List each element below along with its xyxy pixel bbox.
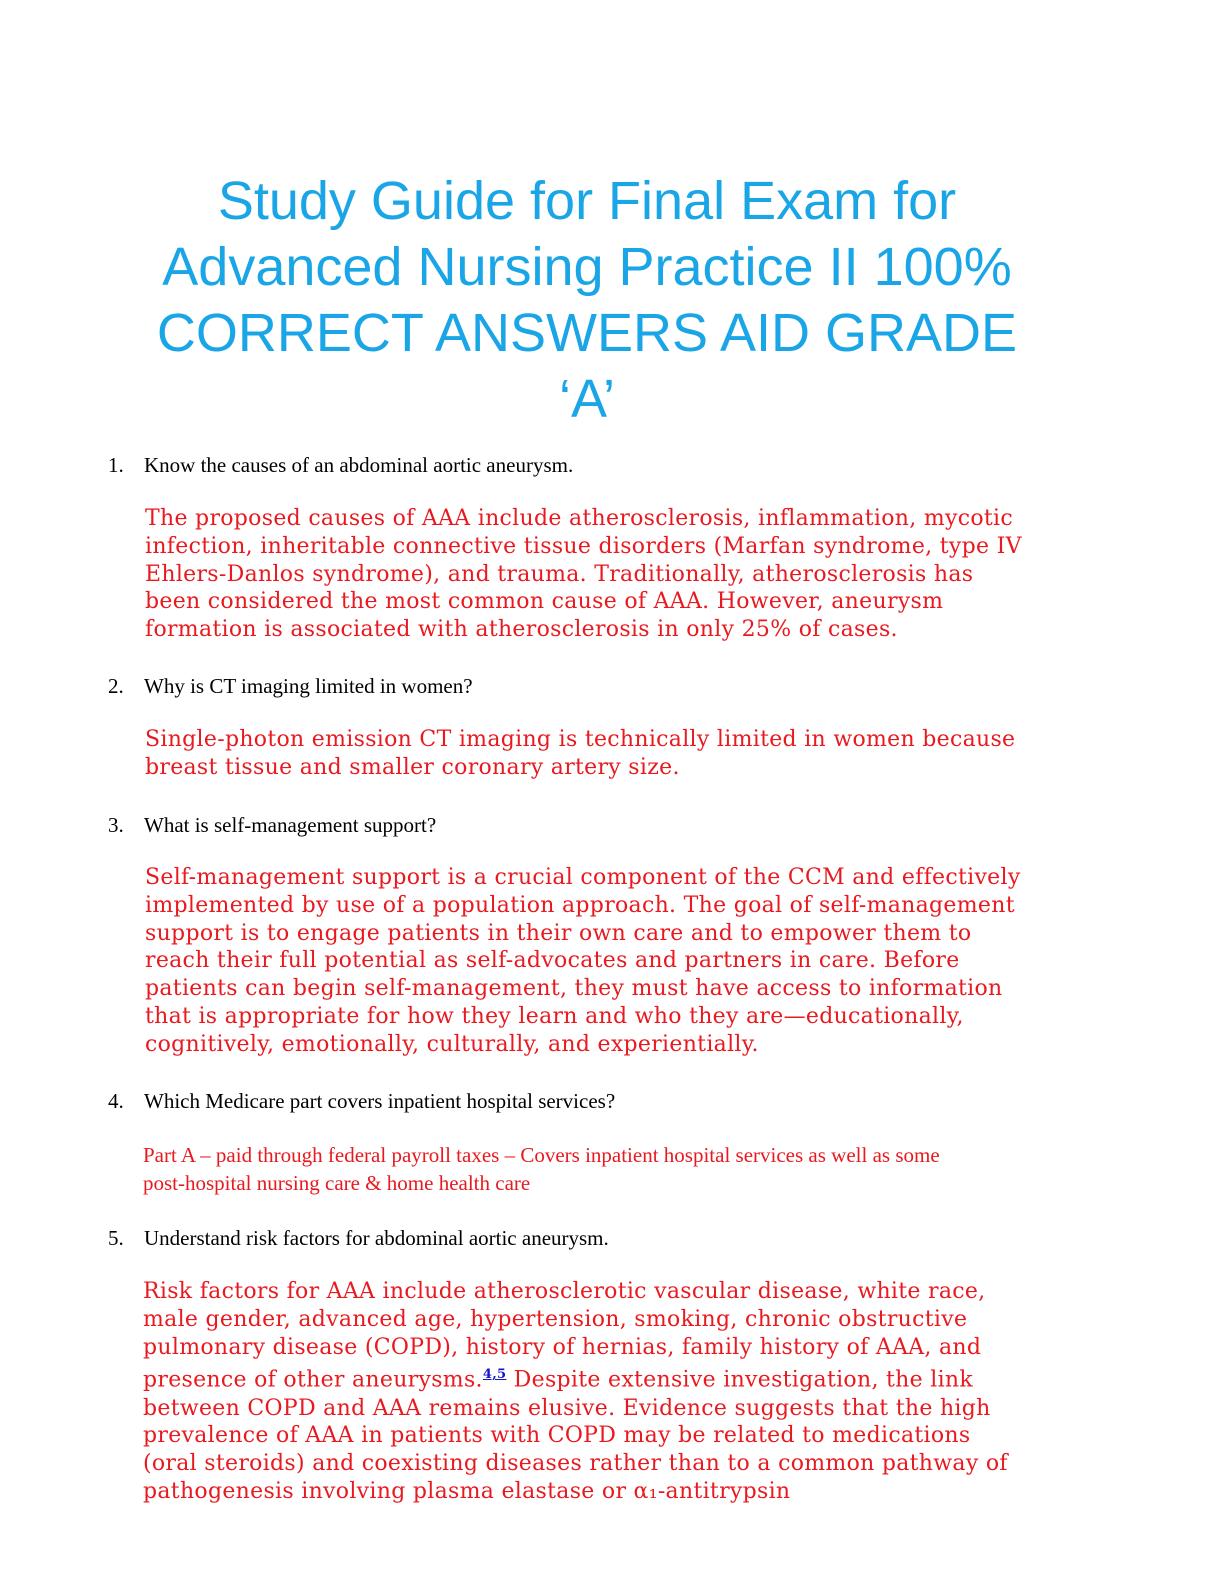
question-text: Why is CT imaging limited in women?	[144, 674, 473, 698]
question-text: What is self-management support?	[144, 813, 437, 837]
citation-link[interactable]: 4,5	[482, 1367, 507, 1383]
question-number: 2.	[108, 674, 124, 698]
question-number: 3.	[108, 813, 124, 837]
question-2	[108, 673, 1108, 699]
answer-3	[145, 864, 1080, 1059]
answer-line: male gender, advanced age, hypertension, smoking, chronic obstructive	[143, 1306, 968, 1332]
answer-line: been considered the most common cause of AAA. However, aneurysm	[145, 589, 944, 615]
answer-line: formation is associated with atherosclerosis in only 25% of cases.	[145, 617, 898, 643]
answer-line: Single-photon emission CT imaging is technically limited in women because	[145, 727, 1016, 752]
answer-line: Part A – paid through federal payroll taxes – Covers inpatient hospital services as well as some	[143, 1143, 940, 1167]
question-number: 4.	[108, 1089, 124, 1113]
question-1	[108, 452, 1108, 478]
answer-line: infection, inheritable connective tissue disorders (Marfan syndrome, type IV	[145, 533, 1022, 559]
answer-2	[145, 726, 1080, 782]
answer-line-text: presence of other aneurysms.	[143, 1367, 483, 1393]
answer-5	[143, 1278, 1078, 1506]
answer-line-continuation: Despite extensive investigation, the link	[506, 1367, 974, 1393]
question-text: Understand risk factors for abdominal aortic aneurysm.	[144, 1226, 609, 1250]
answer-line: patients can begin self-management, they must have access to information	[145, 976, 1003, 1002]
answer-line: The proposed causes of AAA include atherosclerosis, inflammation, mycotic	[145, 506, 1013, 531]
answer-line-with-citation	[143, 1361, 1078, 1394]
answer-line: that is appropriate for how they learn and who they are—educationally,	[145, 1003, 964, 1029]
answer-line: post-hospital nursing care & home health care	[143, 1171, 531, 1195]
answer-line: implemented by use of a population approach. The goal of self-management	[145, 892, 1015, 918]
answer-line: Ehlers-Danlos syndrome), and trauma. Traditionally, atherosclerosis has	[145, 561, 974, 587]
question-number: 5.	[108, 1226, 124, 1250]
answer-line: pathogenesis involving plasma elastase or α₁-antitrypsin	[143, 1478, 791, 1504]
question-3	[108, 812, 1108, 838]
answer-line: pulmonary disease (COPD), history of hernias, family history of AAA, and	[143, 1334, 982, 1360]
answer-line: Self-management support is a crucial component of the CCM and effectively	[145, 865, 1021, 890]
answer-line: cognitively, emotionally, culturally, and experientially.	[145, 1031, 759, 1057]
title-line: ‘A’	[558, 369, 615, 429]
question-4	[108, 1088, 1108, 1114]
question-number: 1.	[108, 453, 124, 477]
answer-line: between COPD and AAA remains elusive. Evidence suggests that the high	[143, 1395, 991, 1421]
answer-line: prevalence of AAA in patients with COPD may be related to medications	[143, 1423, 971, 1449]
answer-line: reach their full potential as self-advocates and partners in care. Before	[145, 948, 960, 974]
answer-line: breast tissue and smaller coronary artery size.	[145, 754, 680, 780]
answer-4	[143, 1141, 1078, 1197]
answer-line: (oral steroids) and coexisting diseases rather than to a common pathway of	[143, 1451, 1008, 1477]
question-text: Which Medicare part covers inpatient hospital services?	[144, 1089, 616, 1113]
question-5	[108, 1225, 1108, 1251]
title-line: Advanced Nursing Practice II 100%	[162, 237, 1012, 297]
document-title	[112, 168, 1062, 432]
title-line: CORRECT ANSWERS AID GRADE	[156, 303, 1018, 363]
title-line: Study Guide for Final Exam for	[217, 171, 957, 231]
answer-line: support is to engage patients in their own care and to empower them to	[145, 920, 972, 946]
answer-line: Risk factors for AAA include atherosclerotic vascular disease, white race,	[143, 1279, 986, 1304]
question-text: Know the causes of an abdominal aortic aneurysm.	[144, 453, 574, 477]
answer-1	[145, 505, 1080, 644]
